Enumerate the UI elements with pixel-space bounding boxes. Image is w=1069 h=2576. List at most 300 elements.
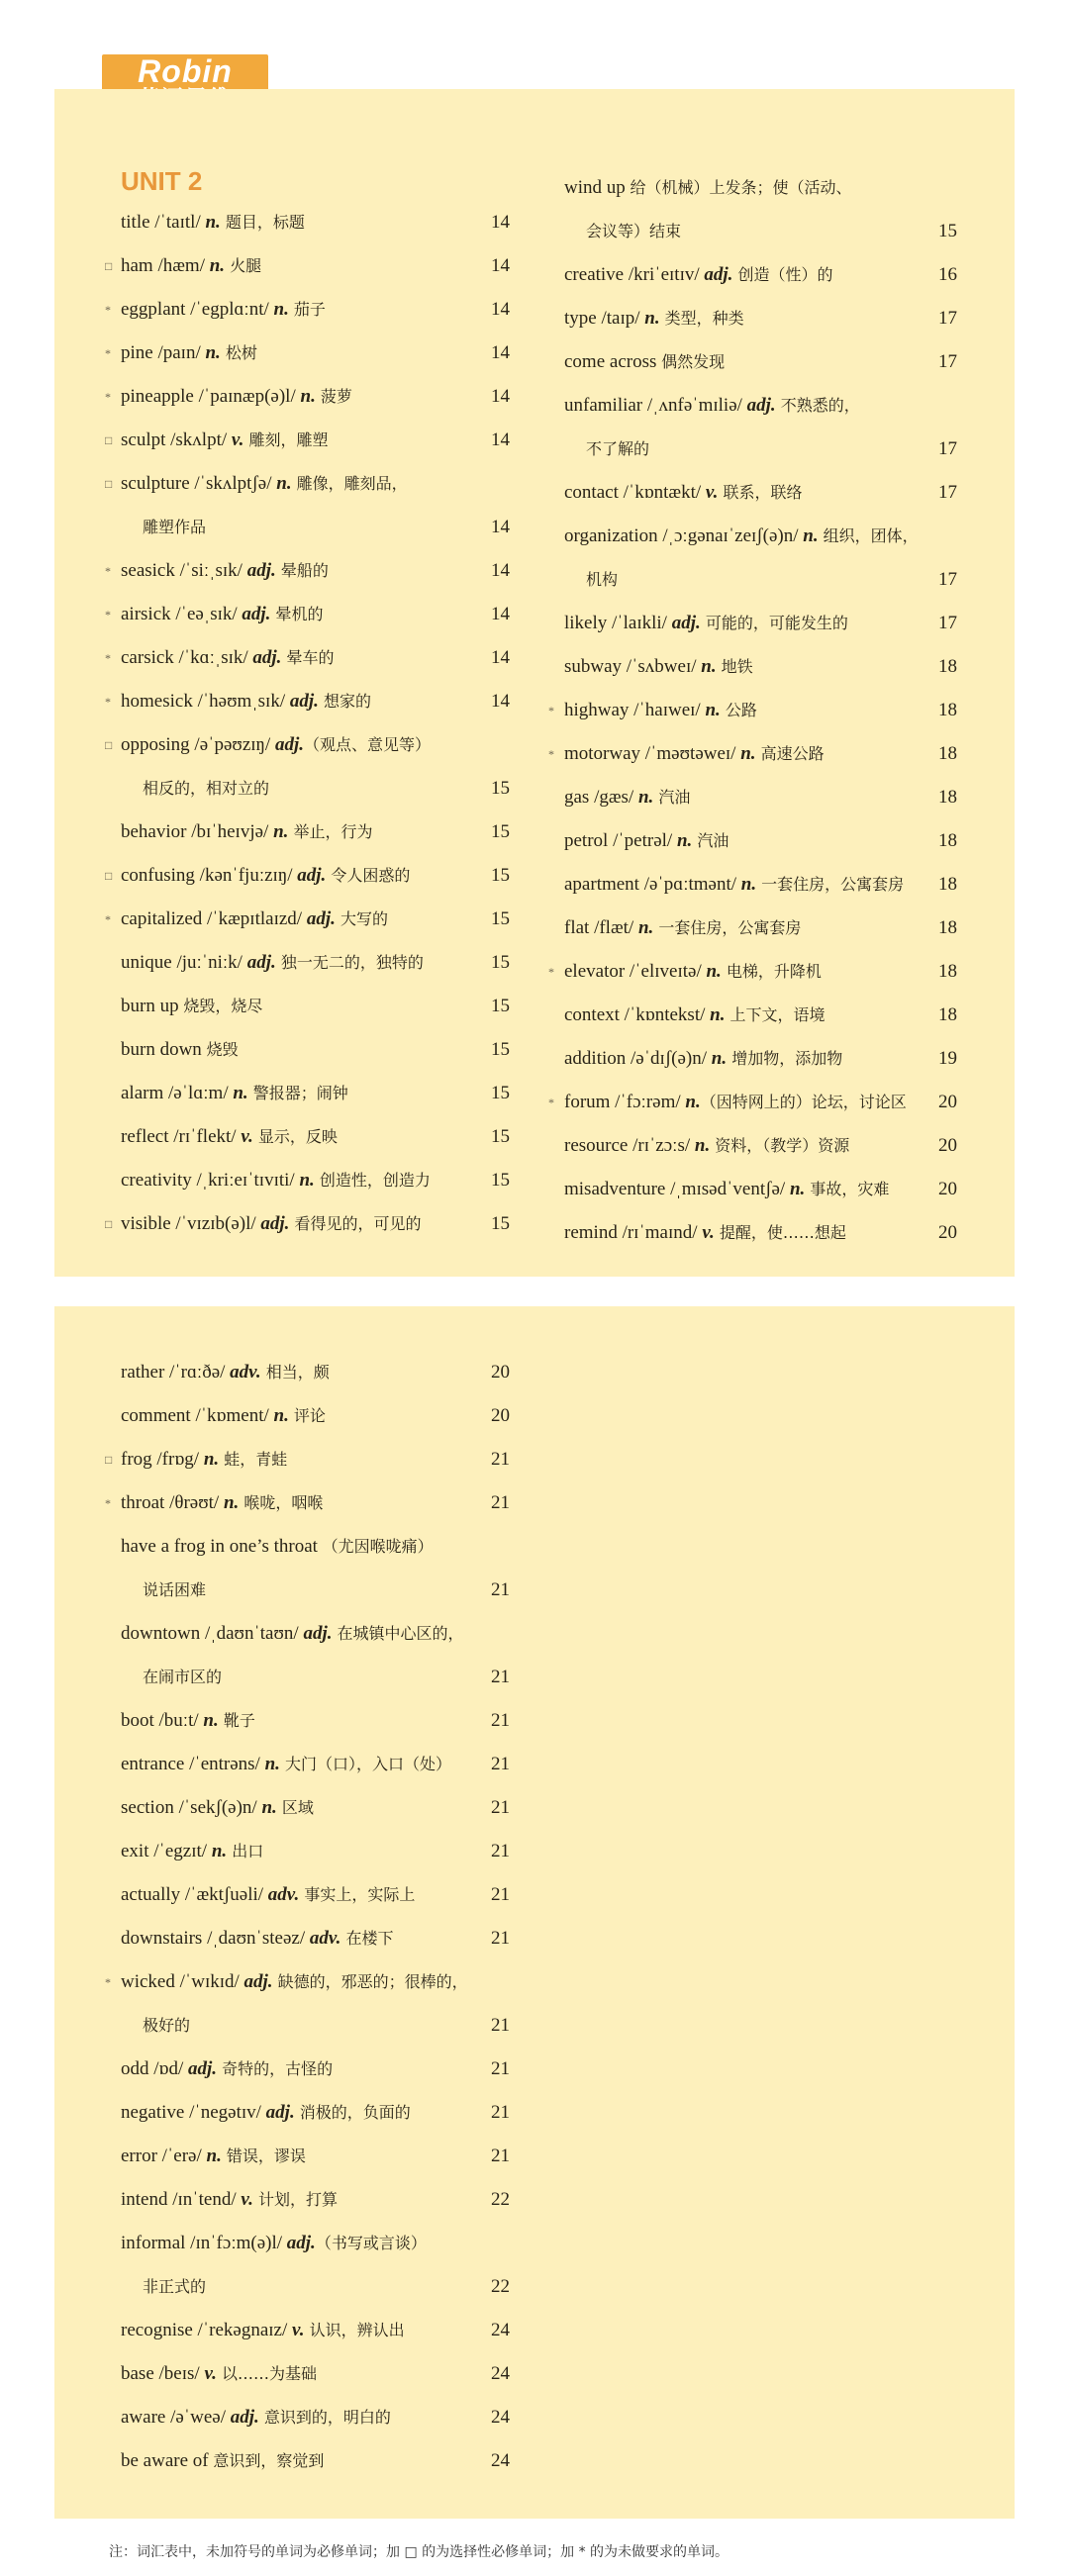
vocab-word: type /taɪp/ (564, 308, 645, 329)
vocab-page-number: 20 (491, 1362, 510, 1383)
vocab-page-number: 24 (491, 2450, 510, 2471)
vocab-part-of-speech: n. (273, 1405, 289, 1426)
vocab-page-number: 19 (938, 1048, 957, 1069)
vocab-entry (586, 437, 649, 461)
vocab-part-of-speech: adj. (246, 560, 276, 581)
vocab-meaning: 相当，颇 (260, 1363, 330, 1382)
vocab-meaning: 喉咙，咽喉 (239, 1493, 324, 1512)
vocab-part-of-speech: adj. (242, 604, 271, 624)
vocab-word: petrol /ˈpetrəl/ (564, 830, 677, 851)
vocab-page-number: 15 (491, 908, 510, 929)
vocab-meaning: 意识到，察觉到 (213, 2451, 325, 2470)
vocab-meaning: 出口 (227, 1842, 264, 1860)
vocab-entry (121, 2362, 317, 2386)
vocab-page-number: 21 (491, 2015, 510, 2036)
vocab-part-of-speech: n. (206, 2146, 222, 2166)
vocab-part-of-speech: n. (276, 473, 292, 494)
vocab-meaning: 事故，灾难 (805, 1180, 890, 1198)
vocab-page-number: 20 (491, 1405, 510, 1426)
vocab-page-number: 15 (491, 1039, 510, 1060)
vocab-level-mark: □ (105, 1217, 113, 1231)
vocab-word: airsick /ˈeəˌsɪk/ (121, 604, 243, 624)
vocab-entry (564, 525, 919, 548)
vocab-entry (121, 2188, 338, 2212)
vocab-word: aware /əˈweə/ (121, 2407, 231, 2428)
vocab-level-mark: * (105, 303, 111, 317)
vocab-entry (564, 1003, 826, 1027)
vocab-page-number: 21 (491, 1754, 510, 1774)
vocab-word: base /beɪs/ (121, 2363, 205, 2384)
vocab-word: unique /juːˈniːk/ (121, 952, 247, 973)
vocab-meaning: 联系，联络 (718, 483, 803, 502)
vocab-meaning: 非正式的 (143, 2277, 207, 2296)
vocab-page-number: 14 (491, 212, 510, 233)
vocab-page-number: 15 (491, 952, 510, 973)
vocab-page-number: 21 (491, 2146, 510, 2166)
vocab-meaning: 在闹市区的 (143, 1668, 223, 1686)
vocab-entry (586, 568, 618, 592)
vocab-page-number: 14 (491, 691, 510, 712)
vocab-entry (121, 2101, 411, 2125)
vocab-page-number: 15 (491, 778, 510, 799)
vocab-meaning: 大写的 (335, 909, 388, 928)
vocab-part-of-speech: adj. (274, 734, 304, 755)
vocab-entry (121, 1038, 239, 1062)
vocab-meaning: 偶然发现 (661, 352, 726, 371)
vocab-word: apartment /əˈpɑːtmənt/ (564, 874, 741, 895)
vocab-page-number: 17 (938, 351, 957, 372)
vocab-word: capitalized /ˈkæpɪtlaɪzd/ (121, 908, 307, 929)
vocab-word: elevator /ˈelɪveɪtə/ (564, 961, 707, 982)
vocab-level-mark: * (105, 651, 111, 665)
vocab-part-of-speech: adj. (671, 613, 701, 633)
vocab-meaning: 令人困惑的 (326, 866, 411, 885)
vocab-word: odd /ɒd/ (121, 2058, 188, 2079)
vocab-word: addition /əˈdɪʃ(ə)n/ (564, 1048, 712, 1069)
vocab-entry (105, 254, 262, 278)
vocab-word: comment /ˈkɒment/ (121, 1405, 274, 1426)
vocab-page-number: 18 (938, 961, 957, 982)
vocab-entry (121, 1883, 415, 1907)
vocab-word: negative /ˈnegətɪv/ (121, 2102, 266, 2123)
vocab-level-mark: * (105, 564, 111, 578)
vocab-entry (548, 1091, 907, 1114)
vocab-page-number: 15 (491, 1213, 510, 1234)
vocab-meaning: 给（机械）上发条；使（活动、 (630, 178, 852, 197)
vocab-entry (121, 1927, 393, 1951)
footnote: 注：词汇表中，未加符号的单词为必修单词；加 □ 的为选择性必修单词；加 * 的为未做要求的单词。 (109, 2544, 729, 2560)
vocab-part-of-speech: adj. (260, 1213, 290, 1234)
vocab-part-of-speech: adj. (243, 1971, 273, 1992)
vocab-page-number: 21 (491, 1928, 510, 1949)
vocab-part-of-speech: n. (300, 386, 316, 407)
vocab-meaning: 认识，辨认出 (304, 2321, 405, 2339)
vocab-part-of-speech: adj. (188, 2058, 218, 2079)
vocab-entry (105, 385, 352, 409)
vocab-entry (105, 559, 329, 583)
vocab-part-of-speech: n. (299, 1170, 315, 1191)
vocab-word: wind up (564, 177, 631, 198)
vocab-page-number: 15 (491, 865, 510, 886)
vocab-part-of-speech: n. (203, 1710, 219, 1731)
vocab-meaning: 独一无二的，独特的 (275, 953, 424, 972)
vocab-page-number: 20 (938, 1222, 957, 1243)
vocab-part-of-speech: v. (204, 2363, 217, 2384)
vocab-word: wicked /ˈwɪkɪd/ (121, 1971, 244, 1992)
vocab-meaning: 晕车的 (281, 648, 335, 667)
vocab-page-number: 17 (938, 569, 957, 590)
vocab-page-number: 24 (491, 2363, 510, 2384)
vocab-meaning: 雕刻，雕塑 (243, 430, 329, 449)
vocab-page-number: 16 (938, 264, 957, 285)
vocab-word: burn down (121, 1039, 207, 1060)
vocab-level-mark: □ (105, 433, 113, 447)
vocab-page-number: 24 (491, 2407, 510, 2428)
vocab-entry (121, 2319, 405, 2342)
vocab-entry (121, 995, 262, 1018)
vocab-word: resource /rɪˈzɔːs/ (564, 1135, 695, 1156)
vocab-part-of-speech: n. (711, 1048, 728, 1069)
vocab-meaning: 创造性，创造力 (314, 1171, 431, 1190)
vocab-part-of-speech: v. (241, 1126, 253, 1147)
vocab-level-mark: * (548, 1096, 554, 1109)
vocab-part-of-speech: adv. (267, 1884, 300, 1905)
vocab-meaning: 在楼下 (340, 1929, 394, 1948)
vocab-entry (121, 1840, 263, 1863)
vocab-meaning: 汽油 (653, 788, 691, 807)
vocab-meaning: 想家的 (318, 692, 371, 711)
vocab-page-number: 14 (491, 342, 510, 363)
vocab-entry (105, 472, 408, 496)
vocab-part-of-speech: n. (273, 821, 289, 842)
vocab-meaning: 说话困难 (143, 1580, 207, 1599)
vocab-word: homesick /ˈhəʊmˌsɪk/ (121, 691, 290, 712)
vocab-page-number: 21 (491, 1667, 510, 1687)
vocab-part-of-speech: adj. (297, 865, 327, 886)
vocab-meaning: 看得见的，可见的 (289, 1214, 422, 1233)
vocab-meaning: 机构 (586, 570, 619, 589)
vocab-meaning: 提醒，使……想起 (714, 1223, 846, 1242)
vocab-meaning: 火腿 (225, 256, 262, 275)
vocab-meaning: 蛙，青蛙 (219, 1450, 288, 1469)
vocab-entry (105, 1970, 468, 1994)
vocab-part-of-speech: n. (676, 830, 693, 851)
vocab-entry (143, 2275, 206, 2299)
vocab-part-of-speech: n. (637, 917, 654, 938)
vocab-entry (105, 1491, 324, 1515)
vocab-entry (121, 211, 305, 235)
vocab-part-of-speech: adv. (309, 1928, 341, 1949)
vocab-entry (143, 516, 206, 539)
vocab-level-mark: * (105, 390, 111, 404)
vocab-word: sculpt /skʌlpt/ (121, 429, 232, 450)
vocab-meaning: 显示，反映 (252, 1127, 338, 1146)
vocab-entry (143, 1666, 222, 1689)
vocab-word: behavior /bɪˈheɪvjə/ (121, 821, 274, 842)
vocab-word: remind /rɪˈmaɪnd/ (564, 1222, 703, 1243)
vocab-page-number: 14 (491, 386, 510, 407)
vocab-word: reflect /rɪˈflekt/ (121, 1126, 242, 1147)
vocab-part-of-speech: n. (211, 1841, 228, 1861)
vocab-word: opposing /əˈpəʊzɪŋ/ (121, 734, 275, 755)
vocab-part-of-speech: n. (694, 1135, 711, 1156)
vocab-page-number: 21 (491, 1884, 510, 1905)
vocab-meaning: 松树 (220, 343, 257, 362)
vocab-word: come across (564, 351, 662, 372)
vocab-part-of-speech: n. (789, 1179, 806, 1199)
vocab-part-of-speech: n. (637, 787, 654, 808)
vocab-word: likely /ˈlaɪkli/ (564, 613, 672, 633)
vocab-word: have a frog in one’s throat (121, 1536, 323, 1557)
vocab-part-of-speech: n. (233, 1083, 248, 1103)
vocab-part-of-speech: adj. (306, 908, 336, 929)
vocab-meaning: 汽油 (692, 831, 729, 850)
vocab-entry (105, 733, 432, 757)
vocab-page-number: 14 (491, 429, 510, 450)
vocab-entry (564, 1047, 842, 1071)
vocab-meaning: 区域 (276, 1798, 314, 1817)
vocab-page-number: 21 (491, 1449, 510, 1470)
vocab-meaning: 靴子 (218, 1711, 255, 1730)
vocab-entry (548, 960, 822, 984)
vocab-level-mark: * (105, 695, 111, 709)
vocab-word: carsick /ˈkɑːˌsɪk/ (121, 647, 253, 668)
vocab-word: pine /paɪn/ (121, 342, 206, 363)
vocab-word: ham /hæm/ (121, 255, 210, 276)
vocab-entry (105, 1212, 422, 1236)
vocab-word: creativity /ˌkriːeɪˈtɪvɪti/ (121, 1170, 300, 1191)
vocab-part-of-speech: adj. (230, 2407, 259, 2428)
vocab-meaning: （尤因喉咙痛） (322, 1537, 434, 1556)
vocab-word: unfamiliar /ˌʌnfəˈmɪliə/ (564, 395, 747, 416)
vocab-part-of-speech: n. (209, 255, 226, 276)
vocab-page-number: 15 (938, 221, 957, 241)
vocab-word: exit /ˈegzɪt/ (121, 1841, 212, 1861)
vocab-word: error /ˈerə/ (121, 2146, 207, 2166)
vocab-word: gas /gæs/ (564, 787, 638, 808)
vocab-word: alarm /əˈlɑːm/ (121, 1083, 234, 1103)
vocab-page-number: 20 (938, 1092, 957, 1112)
vocab-part-of-speech: n. (710, 1004, 726, 1025)
vocab-word: be aware of (121, 2450, 214, 2471)
vocab-level-mark: * (548, 704, 554, 717)
vocab-meaning: 事实上，实际上 (299, 1885, 416, 1904)
vocab-meaning: 类型，种类 (659, 309, 744, 328)
vocab-entry (564, 263, 833, 287)
vocab-word: seasick /ˈsiːˌsɪk/ (121, 560, 247, 581)
vocab-entry (121, 1753, 451, 1776)
vocab-word: section /ˈsekʃ(ə)n/ (121, 1797, 262, 1818)
vocab-page-number: 17 (938, 438, 957, 459)
vocab-word: sculpture /ˈskʌlptʃə/ (121, 473, 277, 494)
vocab-meaning: 在城镇中心区的， (332, 1624, 464, 1643)
vocab-entry (564, 1221, 846, 1245)
vocab-level-mark: □ (105, 259, 113, 273)
vocab-entry (548, 699, 757, 722)
vocab-meaning: 计划，打算 (252, 2190, 338, 2209)
vocab-part-of-speech: adj. (265, 2102, 295, 2123)
vocab-entry (564, 481, 803, 505)
vocab-part-of-speech: v. (292, 2320, 305, 2340)
vocab-entry (121, 2449, 324, 2473)
vocab-word: intend /ɪnˈtend/ (121, 2189, 242, 2210)
vocab-level-mark: □ (105, 738, 113, 752)
vocab-meaning: 相反的，相对立的 (143, 779, 270, 798)
vocab-word: misadventure /ˌmɪsədˈventʃə/ (564, 1179, 790, 1199)
vocab-entry (121, 1404, 326, 1428)
vocab-entry (143, 777, 269, 801)
vocab-meaning: 评论 (288, 1406, 326, 1425)
vocab-page-number: 24 (491, 2320, 510, 2340)
vocab-word: informal /ɪnˈfɔːm(ə)l/ (121, 2233, 287, 2253)
vocab-meaning: 奇特的，古怪的 (217, 2059, 334, 2078)
vocab-entry (564, 176, 852, 200)
vocab-entry (121, 1125, 338, 1149)
vocab-part-of-speech: n. (223, 1492, 240, 1513)
vocab-meaning: 电梯，升降机 (721, 962, 822, 981)
vocab-meaning: 增加物，添加物 (727, 1049, 843, 1068)
vocab-entry (121, 1535, 434, 1559)
vocab-entry (564, 916, 801, 940)
vocab-page-number: 21 (491, 1710, 510, 1731)
vocab-entry (564, 350, 725, 374)
vocab-meaning: 缺德的，邪恶的；很棒的， (272, 1972, 468, 1991)
vocab-entry (564, 655, 753, 679)
vocab-word: recognise /ˈrekəgnaɪz/ (121, 2320, 293, 2340)
vocab-part-of-speech: adj. (746, 395, 776, 416)
vocab-meaning: 举止，行为 (288, 822, 373, 841)
vocab-word: boot /buːt/ (121, 1710, 204, 1731)
vocab-part-of-speech: n. (264, 1754, 280, 1774)
vocab-part-of-speech: adj. (286, 2233, 316, 2253)
vocab-entry (121, 1796, 314, 1820)
vocab-meaning: 会议等）结束 (586, 222, 682, 240)
vocab-meaning: 一套住房，公寓套房 (653, 918, 802, 937)
vocab-page-number: 20 (938, 1179, 957, 1199)
vocab-entry (564, 612, 848, 635)
vocab-meaning: 消极的，负面的 (294, 2103, 411, 2122)
vocab-level-mark: □ (105, 477, 113, 491)
vocab-page-number: 17 (938, 482, 957, 503)
vocab-meaning: 地铁 (716, 657, 753, 676)
vocab-page-number: 21 (491, 2058, 510, 2079)
vocab-meaning: 高速公路 (755, 744, 825, 763)
vocab-part-of-speech: adj. (704, 264, 733, 285)
vocab-word: downstairs /ˌdaʊnˈsteəz/ (121, 1928, 310, 1949)
vocab-level-mark: * (548, 747, 554, 761)
vocab-level-mark: * (105, 1975, 111, 1989)
vocab-page-number: 15 (491, 1170, 510, 1191)
vocab-meaning: 可能的，可能发生的 (700, 614, 848, 632)
vocab-entry (105, 341, 257, 365)
vocab-page-number: 14 (491, 255, 510, 276)
vocab-meaning: 晕机的 (270, 605, 324, 623)
vocab-page-number: 18 (938, 787, 957, 808)
vocab-word: highway /ˈhaɪweɪ/ (564, 700, 706, 720)
vocab-page-number: 21 (491, 1492, 510, 1513)
vocab-word: actually /ˈæktʃuəli/ (121, 1884, 268, 1905)
vocab-entry (121, 2145, 306, 2168)
vocab-entry (564, 1134, 849, 1158)
vocab-meaning: （观点、意见等） (304, 735, 432, 754)
vocab-meaning: 晕船的 (275, 561, 329, 580)
vocab-entry (121, 1361, 330, 1384)
vocab-meaning: 错误，谬误 (221, 2147, 306, 2165)
vocab-meaning: 烧毁 (206, 1040, 239, 1059)
vocab-page-number: 20 (938, 1135, 957, 1156)
vocab-part-of-speech: n. (205, 342, 221, 363)
vocab-page-number: 21 (491, 2102, 510, 2123)
vocab-page-number: 15 (491, 1083, 510, 1103)
vocab-part-of-speech: n. (205, 212, 221, 233)
vocab-meaning: 资料，（教学）资源 (710, 1136, 850, 1155)
vocab-page-number: 18 (938, 830, 957, 851)
vocab-entry (143, 2014, 190, 2038)
vocab-word: motorway /ˈməʊtəweɪ/ (564, 743, 741, 764)
vocab-level-mark: * (105, 912, 111, 926)
vocab-page-number: 18 (938, 874, 957, 895)
vocab-page-number: 18 (938, 743, 957, 764)
vocab-meaning: 烧毁，烧尽 (183, 997, 263, 1015)
vocab-entry (105, 1448, 288, 1472)
vocab-entry (586, 220, 681, 243)
vocab-page-number: 15 (491, 821, 510, 842)
vocab-level-mark: * (105, 608, 111, 621)
vocab-entry (121, 2406, 391, 2430)
vocab-part-of-speech: n. (740, 743, 756, 764)
vocab-part-of-speech: adj. (289, 691, 319, 712)
vocab-part-of-speech: n. (685, 1092, 701, 1112)
unit-title: UNIT 2 (121, 166, 203, 196)
vocab-entry (564, 307, 744, 331)
vocab-entry (105, 646, 335, 670)
vocab-page-number: 14 (491, 647, 510, 668)
vocab-word: confusing /kənˈfjuːzɪŋ/ (121, 865, 298, 886)
vocab-meaning: 雕塑作品 (143, 518, 207, 536)
vocab-part-of-speech: n. (644, 308, 660, 329)
vocab-page-number: 21 (491, 1797, 510, 1818)
vocab-entry (121, 951, 424, 975)
vocab-level-mark: * (105, 1496, 111, 1510)
vocab-meaning: （因特网上的）论坛，讨论区 (700, 1093, 907, 1111)
vocab-meaning: 以……为基础 (216, 2364, 318, 2383)
vocab-level-mark: □ (105, 1453, 113, 1467)
vocab-word: pineapple /ˈpaɪnæp(ə)l/ (121, 386, 301, 407)
vocab-entry (121, 2057, 333, 2081)
vocab-level-mark: □ (105, 869, 113, 883)
vocab-meaning: 意识到的，明白的 (258, 2408, 391, 2427)
vocab-word: forum /ˈfɔːrəm/ (564, 1092, 686, 1112)
vocab-meaning: 组织，团体， (818, 526, 919, 545)
vocab-word: downtown /ˌdaʊnˈtaʊn/ (121, 1623, 304, 1644)
vocab-entry (121, 1622, 464, 1646)
vocab-entry (548, 742, 825, 766)
vocab-entry (105, 907, 388, 931)
vocab-page-number: 17 (938, 308, 957, 329)
vocab-part-of-speech: n. (740, 874, 757, 895)
vocab-word: rather /ˈrɑːðə/ (121, 1362, 231, 1383)
vocab-page-number: 22 (491, 2189, 510, 2210)
vocab-meaning: 题目，标题 (220, 213, 305, 232)
logo-text-en: Robin (138, 53, 233, 89)
vocab-page-number: 22 (491, 2276, 510, 2297)
vocab-part-of-speech: adj. (246, 952, 276, 973)
vocab-part-of-speech: n. (203, 1449, 220, 1470)
vocab-part-of-speech: v. (231, 429, 244, 450)
vocab-word: creative /kriˈeɪtɪv/ (564, 264, 705, 285)
vocab-part-of-speech: n. (273, 299, 289, 320)
vocab-entry (143, 1578, 206, 1602)
